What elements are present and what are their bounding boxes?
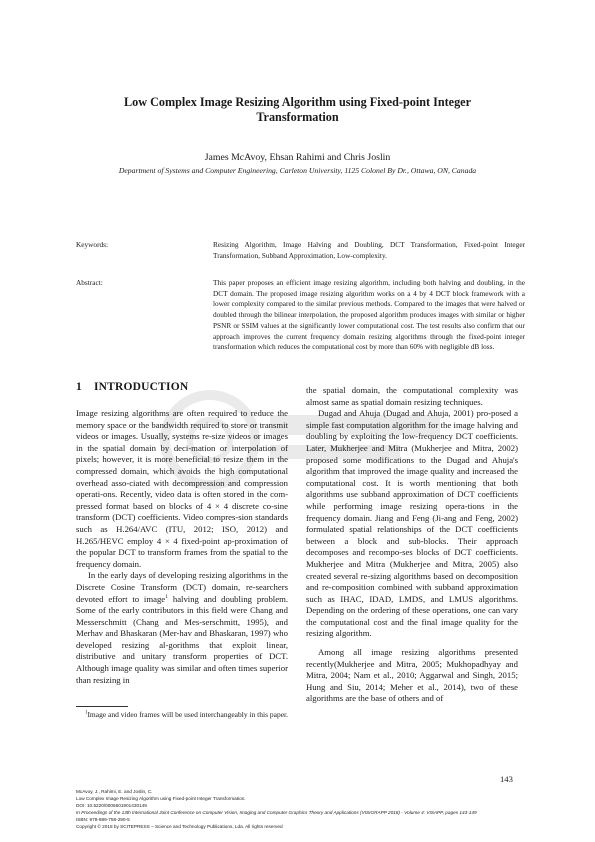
keywords-text: Resizing Algorithm, Image Halving and Doubling, DCT Transformation, Fixed-point Integer Transformation, Subband Approximation, Low-complexity. <box>213 240 525 260</box>
footnote <box>76 710 288 720</box>
paper-authors: James McAvoy, Ehsan Rahimi and Chris Joslin <box>204 152 391 163</box>
intro-paragraph-3: the spatial domain, the computational complexity was almost same as spatial domain resizing techniques. <box>306 385 518 407</box>
citation-isbn: ISBN: 978-989-758-290-5 <box>76 817 130 823</box>
paper-title-line-1: Low Complex Image Resizing Algorithm using Fixed-point Integer <box>124 95 471 109</box>
paper-affiliation: Department of Systems and Computer Engineering, Carleton University, 1125 Colonel By Dr., Ottawa, ON, Canada <box>118 166 477 175</box>
section-title: INTRODUCTION <box>93 381 189 393</box>
intro-paragraph-5: Among all image resizing algorithms presented recently(Mukherjee and Mitra, 2005; Mukhopadhyay and Mitra, 2004; Nam et al., 2010; Aggarwal and Singh, 2015; Hung and Siu, 2014; Meher et al., 2014), two of these algorithms are the base of others and of <box>306 647 518 704</box>
citation-footer <box>76 788 536 831</box>
citation-copyright: Copyright © 2018 by SCITEPRESS – Science and Technology Publications, Lda. All rights reserved <box>76 824 283 830</box>
page-number: 143 <box>500 774 513 784</box>
footnote-text: Image and video frames will be used interchangeably in this paper. <box>87 710 288 719</box>
right-column <box>306 385 518 705</box>
abstract-text: This paper proposes an efficient image resizing algorithm, including both halving and doubling, in the DCT domain. The proposed image resizing algorithm works on a 4 by 4 DCT block framework with a lower complexity compared to the similar previous methods. Compared to the images that were halved or doubled through the bilinear interpolation, the proposed algorithm produces images with similar or higher PSNR or SSIM values at the significantly lower computational cost. The test results also confirm that our approach improves the current frequency domain resizing algorithms through the fixed-point integer transformation which reduces the computational cost by more than 60% with negligible dB loss. <box>213 278 525 352</box>
left-column <box>76 408 288 686</box>
abstract-label: Abstract: <box>76 278 103 287</box>
paper-title-line-2: Transformation <box>256 110 339 124</box>
footnote-divider <box>76 706 128 707</box>
intro-paragraph-2 <box>76 570 288 686</box>
citation-title: Low Complex Image Resizing Algorithm using Fixed-point Integer Transformation. <box>76 796 246 802</box>
intro-paragraph-2-start: In the early days of developing resizing algorithms in the Discrete Cosine Transform (DCT) domain, re-searchers devoted effort to image <box>76 570 288 604</box>
citation-doi: DOI: 10.5220/0006601901430149 <box>76 803 147 809</box>
intro-paragraph-1: Image resizing algorithms are often required to reduce the memory space or the bandwidth required to store or transmit videos or images. Usually, systems re-size videos or images in the spatial domain by deci-mation or interpolation of pixels; however, it is more beneficial to resize them in the compressed domain, which avoids the high computational overhead asso-ciated with decompression and compression operati-ons. Recently, video data is often stored in the com-pressed format based on blocks of 4 × 4 discrete co-sine transform (DCT) coefficients. Video compres-sion standards such as H.264/AVC (ITU, 2012; ISO, 2012) and H.265/HEVC employ 4 × 4 fixed-point ap-proximation of the popular DCT to transform frames from the spatial to the frequency domain. <box>76 408 288 569</box>
paper-title <box>60 95 535 125</box>
keywords-label: Keywords: <box>76 240 109 249</box>
citation-authors: McAvoy, J., Rahimi, E. and Joslin, C. <box>76 789 153 794</box>
footnote-reference: 1 <box>165 593 168 600</box>
section-number: 1 <box>76 381 82 393</box>
footnote-mark: 1 <box>85 710 88 716</box>
intro-paragraph-4: Dugad and Ahuja (Dugad and Ahuja, 2001) pro-posed a simple fast computation algorithm for the image halving and doubling by exploiting the low-frequency DCT coefficients. Later, Mukherjee and Mitra (Mukherjee and Mitra, 2002) proposed some modifications to the Dugad and Ahuja's algorithm that improved the image quality and increased the computational cost. It is worth mentioning that both algorithms use subband approximation of DCT coefficients while performing image resizing opera-tions in the frequency domain. Jiang and Feng (Ji-ang and Feng, 2002) formulated spatial relationships of the DCT coefficients between a block and sub-blocks. Their approach decomposes and recompo-ses blocks of DCT coefficients. Mukherjee and Mitra (Mukherjee and Mitra, 2005) also created several re-sizing algorithms based on decomposition and re-composition combined with subband approximation such as IHAC, IDAD, LMDS, and LMUS algorithms. Depending on the ordering of these operations, one can vary the computational cost and the final image quality for the resizing algorithm. <box>306 408 518 639</box>
citation-proceedings: In Proceedings of the 13th International Joint Conference on Computer Vision, Imaging and Computer Graphics Theory and Applications (VISIGRAPP 2018) - Volume 4: VISAPP, pages 143-149 <box>76 810 477 816</box>
intro-paragraph-2-end: halving and doubling problem. Some of the early contributors in this field were Chang and Messerschmitt (Chang and Mes-serschmitt, 1995), and Merhav and Bhaskaran (Mer-hav and Bhaskaran, 1997) who developed resizing al-gorithms that exploit linear, distributive and unitary transform properties of DCT. Although image quality was similar and often times superior than resizing in <box>76 593 288 685</box>
section-heading <box>76 381 188 393</box>
